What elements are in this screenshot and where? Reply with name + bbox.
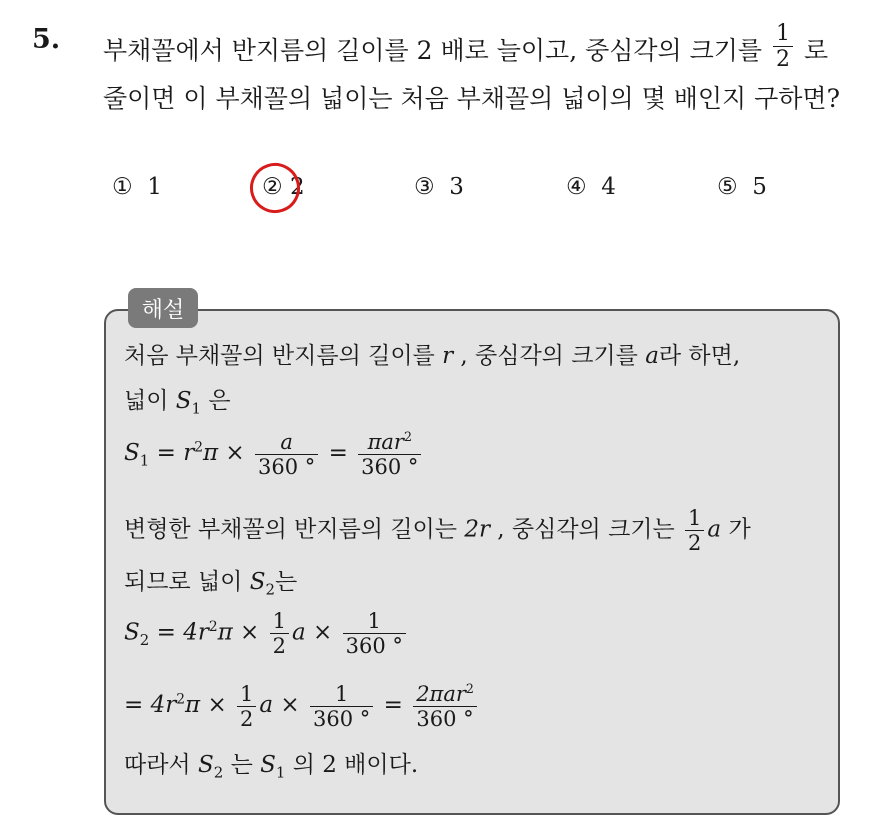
text: , 중심각의 크기를 [460,343,638,369]
fraction-denominator: 360 ° [257,454,316,479]
option-mark: ② [262,174,283,200]
option-value: 2 [289,174,305,200]
solution-box [104,309,840,815]
solution-formula-s2 [124,610,409,657]
option-value: 4 [601,174,616,200]
fraction-numerator: 1 [685,507,704,531]
option-mark: ③ [414,174,435,200]
var-s: S [175,388,192,414]
text: 되므로 넓이 [124,569,243,595]
fraction-denominator: 360 ° [361,455,419,480]
text: 처음 부채꼴의 반지름의 길이를 [124,343,435,369]
text: 는 [230,752,253,778]
equals: = [156,619,176,646]
option-value: 5 [752,174,767,200]
equals: = [156,440,176,467]
fraction-denominator: 2 [240,706,254,731]
coef: 4r [150,692,177,719]
text: 따라서 [124,752,191,778]
var-s: S [260,752,276,778]
equals: = [124,692,144,719]
solution-conclusion [124,754,418,781]
fraction-denominator: 2 [688,531,702,556]
text: , 중심각의 크기는 [497,516,675,543]
subscript: 1 [139,451,150,470]
fraction-denominator: 360 ° [345,634,403,659]
subscript: 2 [213,763,224,782]
solution-line-5 [124,571,297,598]
var-2r: 2r [464,516,490,543]
answer-circle-mark [243,156,306,219]
fraction [255,431,318,478]
fraction-numerator: 2πar$^2$ [413,682,477,707]
text: 은 [208,388,231,414]
question-text-a: 부채꼴에서 반지름의 길이를 2 배로 늘이고, 중심각의 크기를 [103,36,763,66]
option-4[interactable] [566,174,616,200]
solution-line-4 [124,507,751,554]
text: 가 [728,516,751,543]
option-5[interactable] [717,174,767,200]
text: 의 2 배이다. [292,752,419,778]
var-s: S [124,619,140,646]
option-mark: ⑤ [717,174,738,200]
fraction-numerator: 1 [237,683,256,707]
option-3[interactable] [414,174,464,200]
option-value: 1 [147,174,162,200]
exponent: 2 [176,691,186,708]
question-text-b: 로 [804,36,829,66]
equals: = [383,692,403,719]
equals: = [328,440,348,467]
solution-line-1 [124,345,740,368]
var-s: S [249,569,266,595]
subscript: 1 [275,763,286,782]
subscript: 2 [265,580,275,599]
pi-times: π × [185,692,227,719]
var-r: r [183,440,195,467]
option-mark: ④ [566,174,587,200]
pi-times: π × [217,619,260,646]
var-r: r [442,343,454,369]
fraction [270,610,289,657]
pi-times: π × [202,440,245,467]
option-1[interactable] [112,174,162,200]
fraction [685,507,704,554]
solution-tag: 해설 [128,288,198,328]
fraction [310,683,373,730]
fraction-numerator: πar$^2$ [358,430,421,455]
fraction [413,682,477,730]
option-mark: ① [112,174,133,200]
fraction-numerator: 1 [310,683,373,707]
solution-formula-s2-cont [124,682,480,730]
fraction [343,610,406,657]
fraction-numerator: 1 [343,610,406,634]
subscript: 1 [191,399,202,418]
coef: 4r [183,619,209,646]
var-a: a [707,516,722,543]
fraction-numerator: 1 [270,610,289,634]
text: 넓이 [124,388,169,414]
fraction-numerator: a [255,431,318,455]
text: 변형한 부채꼴의 반지름의 길이는 [124,516,457,543]
exponent: 2 [194,439,203,456]
fraction-numerator: 1 [773,22,793,47]
question-number: 5. [32,24,61,55]
var-s: S [197,752,214,778]
a-times: a × [259,692,300,719]
solution-line-2 [124,390,231,417]
fraction-denominator: 2 [776,47,791,73]
question-line-1 [103,21,829,77]
text: 는 [275,569,298,595]
exponent: 2 [208,618,218,635]
fraction-denominator: 360 ° [313,706,371,731]
fraction-denominator: 2 [272,634,286,659]
var-s: S [124,440,140,467]
question-line-2: 줄이면 이 부채꼴의 넓이는 처음 부채꼴의 넓이의 몇 배인지 구하면? [103,84,840,113]
subscript: 2 [139,631,150,650]
question-fraction [773,22,793,71]
option-value: 3 [449,174,464,200]
var-a: a [645,343,659,369]
text: 라 하면, [658,343,741,369]
solution-formula-s1 [124,430,424,478]
fraction [237,683,256,730]
a-times: a × [292,619,333,646]
fraction [358,430,421,478]
fraction-denominator: 360 ° [416,707,474,732]
